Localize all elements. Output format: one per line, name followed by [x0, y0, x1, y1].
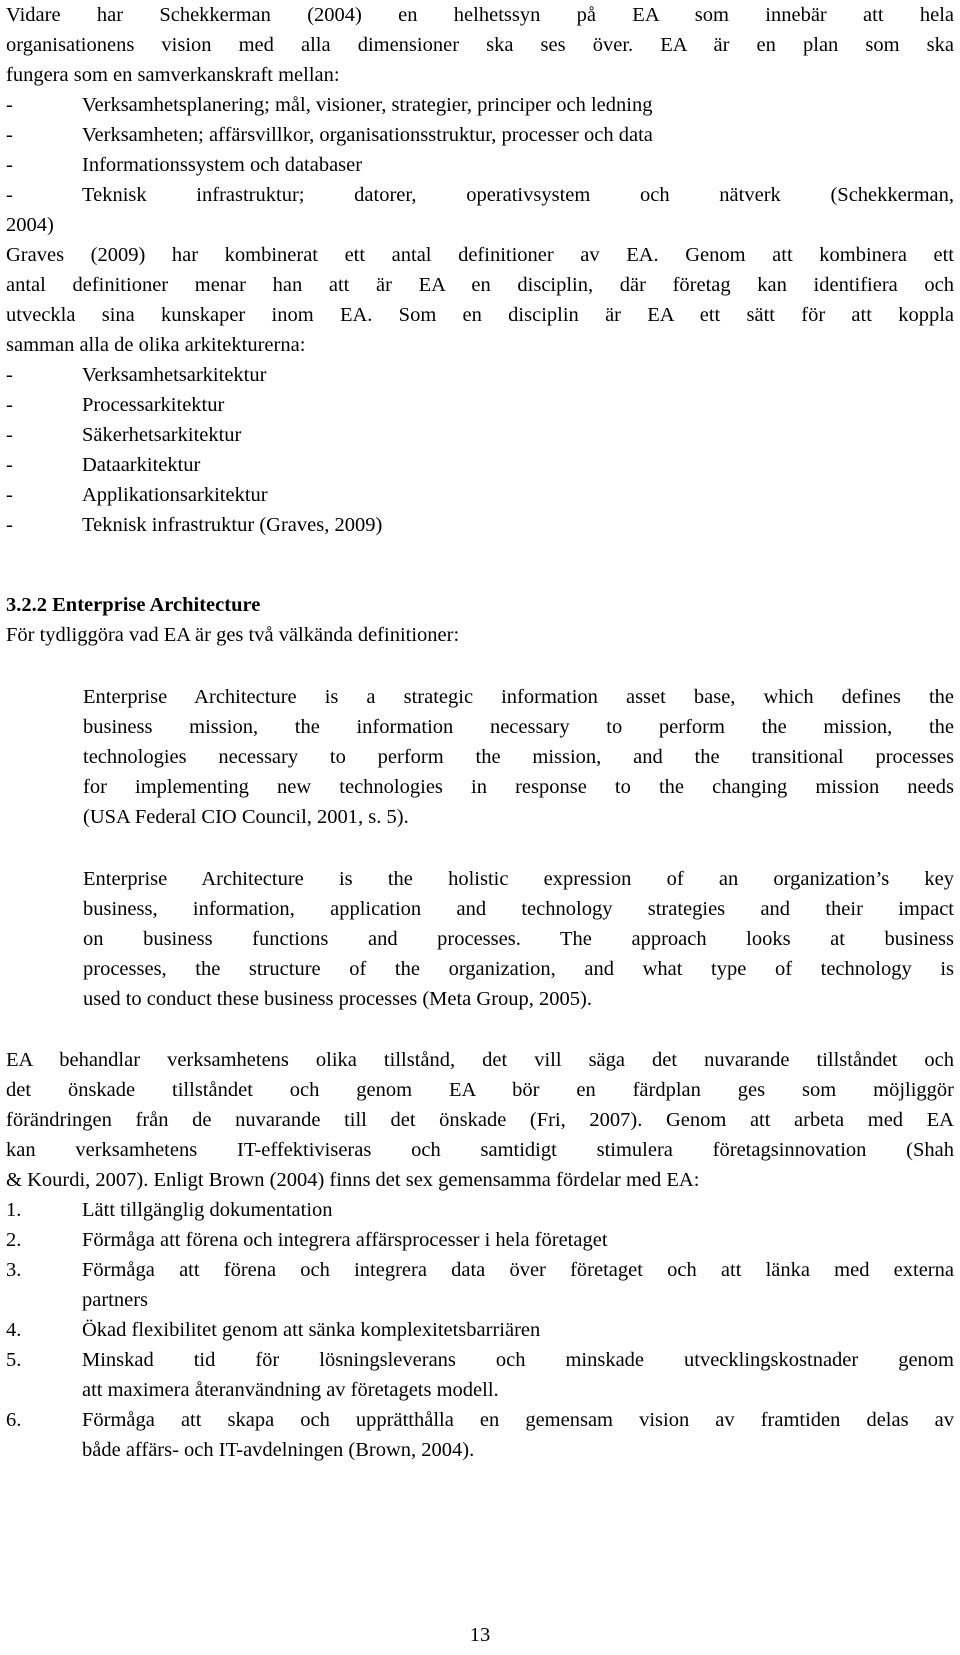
blockquote-meta-group: [83, 864, 954, 1014]
list-item: - Dataarkitektur: [6, 454, 201, 476]
quote-line: business, information, application and technology strategies and their impact: [83, 898, 954, 920]
paragraph-ea-states: [6, 1045, 954, 1465]
quote-line: business mission, the information necessary to perform the mission, the: [83, 716, 954, 738]
section-enterprise-architecture: [6, 590, 954, 650]
quote-line: on business functions and processes. The approach looks at business: [83, 928, 954, 950]
list-item: - Teknisk infrastruktur; datorer, operativsystem och nätverk (Schekkerman,: [6, 184, 954, 206]
text-line: Vidare har Schekkerman (2004) en helhetssyn på EA som innebär att hela: [6, 4, 954, 26]
text-line: organisationens vision med alla dimensioner ska ses över. EA är en plan som ska: [6, 34, 954, 56]
list-item: - Säkerhetsarkitektur: [6, 424, 242, 446]
text-line: 2004): [6, 214, 54, 236]
numbered-item: 1. Lätt tillgänglig dokumentation: [6, 1199, 333, 1221]
quote-line: (USA Federal CIO Council, 2001, s. 5).: [83, 806, 409, 828]
numbered-item: 5. Minskad tid för lösningsleverans och minskade utvecklingskostnader genom att maximera återanvändning av företagets modell.: [6, 1349, 954, 1401]
numbered-item: 3. Förmåga att förena och integrera data över företaget och att länka med externa partners: [6, 1259, 954, 1311]
list-item: - Verksamhetsarkitektur: [6, 364, 267, 386]
text-line: antal definitioner menar han att är EA en disciplin, där företag kan identifiera och: [6, 274, 954, 296]
text-line: EA behandlar verksamhetens olika tillstånd, det vill säga det nuvarande tillståndet och: [6, 1049, 954, 1071]
text-line: & Kourdi, 2007). Enligt Brown (2004) finns det sex gemensamma fördelar med EA:: [6, 1169, 700, 1191]
text-line: kan verksamhetens IT-effektiviseras och samtidigt stimulera företagsinnovation (Shah: [6, 1139, 954, 1161]
list-item: - Verksamheten; affärsvillkor, organisationsstruktur, processer och data: [6, 124, 653, 146]
text-line: det önskade tillståndet och genom EA bör en färdplan ges som möjliggör: [6, 1079, 954, 1101]
text-line: utveckla sina kunskaper inom EA. Som en disciplin är EA ett sätt för att koppla: [6, 304, 954, 326]
section-heading: 3.2.2 Enterprise Architecture: [6, 594, 261, 616]
paragraph-graves: [6, 240, 954, 540]
quote-line: Enterprise Architecture is a strategic information asset base, which defines the: [83, 686, 954, 708]
section-intro: För tydliggöra vad EA är ges två välkända definitioner:: [6, 624, 460, 646]
quote-line: processes, the structure of the organization, and what type of technology is: [83, 958, 954, 980]
text-line: förändringen från de nuvarande till det önskade (Fri, 2007). Genom att arbeta med EA: [6, 1109, 954, 1131]
text-line: fungera som en samverkanskraft mellan:: [6, 64, 340, 86]
paragraph-schekkerman: [6, 0, 954, 240]
list-item: - Informationssystem och databaser: [6, 154, 363, 176]
numbered-item: 6. Förmåga att skapa och upprätthålla en gemensam vision av framtiden delas av både affärs- och IT-avdelningen (Brown, 2004).: [6, 1409, 954, 1461]
numbered-item: 2. Förmåga att förena och integrera affärsprocesser i hela företaget: [6, 1229, 608, 1251]
quote-line: used to conduct these business processes (Meta Group, 2005).: [83, 988, 592, 1010]
numbered-item: 4. Ökad flexibilitet genom att sänka komplexitetsbarriären: [6, 1319, 541, 1341]
list-item: - Processarkitektur: [6, 394, 225, 416]
blockquote-federal-cio: [83, 682, 954, 832]
list-item: - Verksamhetsplanering; mål, visioner, strategier, principer och ledning: [6, 94, 653, 116]
page-number: 13: [469, 1624, 491, 1646]
list-item: - Teknisk infrastruktur (Graves, 2009): [6, 514, 383, 536]
quote-line: for implementing new technologies in response to the changing mission needs: [83, 776, 954, 798]
list-item: - Applikationsarkitektur: [6, 484, 268, 506]
text-line: samman alla de olika arkitekturerna:: [6, 334, 306, 356]
quote-line: Enterprise Architecture is the holistic expression of an organization’s key: [83, 868, 954, 890]
text-line: Graves (2009) har kombinerat ett antal definitioner av EA. Genom att kombinera ett: [6, 244, 954, 266]
quote-line: technologies necessary to perform the mission, and the transitional processes: [83, 746, 954, 768]
